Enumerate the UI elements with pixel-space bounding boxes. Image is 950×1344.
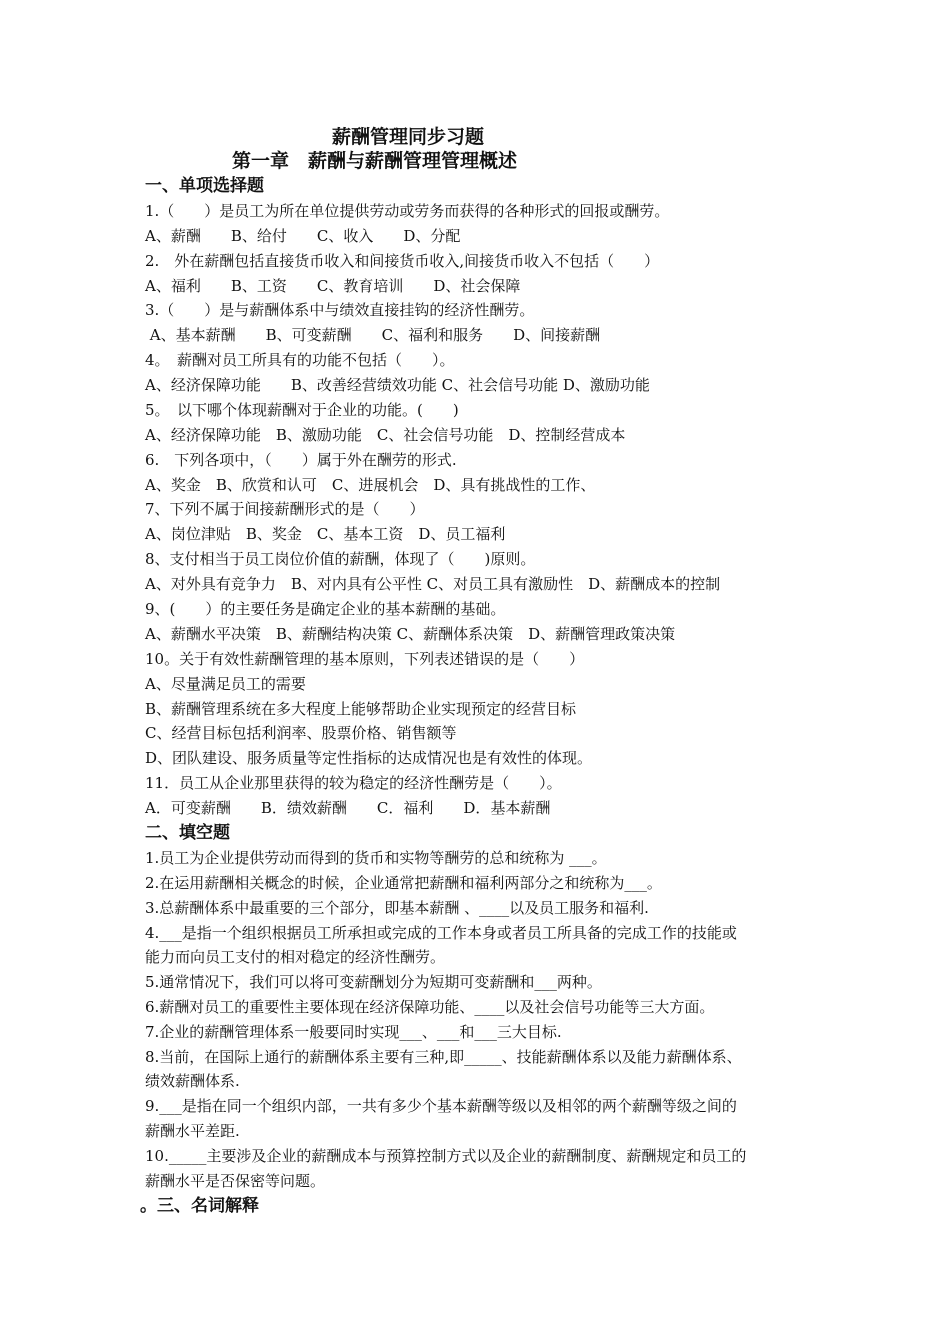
chapter-title: 第一章 薪酬与薪酬管理管理概述 (232, 150, 518, 172)
question-line: 7、下列不属于间接薪酬形式的是（ ） (145, 500, 425, 518)
question-line: 7.企业的薪酬管理体系一般要同时实现___、___和___三大目标. (145, 1023, 562, 1041)
option-line: D、团队建设、服务质量等定性指标的达成情况也是有效性的体现。 (145, 749, 593, 767)
question-line: 8.当前，在国际上通行的薪酬体系主要有三种,即_____、技能薪酬体系以及能力薪酬体系、 (145, 1048, 742, 1066)
question-line: 10._____主要涉及企业的薪酬成本与预算控制方式以及企业的薪酬制度、薪酬规定和员工的 (145, 1147, 747, 1165)
section-heading-terms: 。三、名词解释 (140, 1196, 259, 1216)
option-line: A、尽量满足员工的需要 (145, 675, 306, 693)
question-line: 5。 以下哪个体现薪酬对于企业的功能。( ) (145, 401, 459, 419)
option-line: A．可变薪酬 B．绩效薪酬 C．福利 D．基本薪酬 (145, 799, 551, 817)
question-line: 11．员工从企业那里获得的较为稳定的经济性酬劳是（ ）。 (145, 774, 562, 792)
question-line: 薪酬水平差距. (145, 1122, 240, 1140)
question-line: 3.总薪酬体系中最重要的三个部分，即基本薪酬 、____以及员工服务和福利. (145, 899, 649, 917)
option-line: A、福利 B、工资 C、教育培训 D、社会保障 (145, 277, 521, 295)
option-line: A、薪酬 B、给付 C、收入 D、分配 (145, 227, 461, 245)
question-line: 3.（ ）是与薪酬体系中与绩效直接挂钩的经济性酬劳。 (145, 301, 535, 319)
question-line: 能力而向员工支付的相对稳定的经济性酬劳。 (145, 948, 446, 966)
option-line: A、对外具有竞争力 B、对内具有公平性 C、对员工具有激励性 D、薪酬成本的控制 (145, 575, 721, 593)
question-line: 1.员工为企业提供劳动而得到的货币和实物等酬劳的总和统称为 ___。 (145, 849, 607, 867)
question-line: 4。 薪酬对员工所具有的功能不包括（ ）。 (145, 351, 455, 369)
question-line: 9.___是指在同一个组织内部，一共有多少个基本薪酬等级以及相邻的两个薪酬等级之间的 (145, 1097, 737, 1115)
option-line: B、薪酬管理系统在多大程度上能够帮助企业实现预定的经营目标 (145, 700, 577, 718)
option-line: A、基本薪酬 B、可变薪酬 C、福利和服务 D、间接薪酬 (145, 326, 601, 344)
question-line: 绩效薪酬体系. (145, 1072, 240, 1090)
document-title: 薪酬管理同步习题 (332, 126, 485, 148)
section-heading-single-choice: 一、单项选择题 (145, 176, 264, 196)
question-line: 9、( ）的主要任务是确定企业的基本薪酬的基础。 (145, 600, 506, 618)
question-line: 5.通常情况下，我们可以将可变薪酬划分为短期可变薪酬和___两种。 (145, 973, 602, 991)
option-line: A、经济保障功能 B、激励功能 C、社会信号功能 D、控制经营成本 (145, 426, 626, 444)
question-line: 4.___是指一个组织根据员工所承担或完成的工作本身或者员工所具备的完成工作的技能或 (145, 924, 737, 942)
question-line: 2.在运用薪酬相关概念的时候，企业通常把薪酬和福利两部分之和统称为___。 (145, 874, 662, 892)
option-line: C、经营目标包括利润率、股票价格、销售额等 (145, 724, 457, 742)
question-line: 10。关于有效性薪酬管理的基本原则，下列表述错误的是（ ） (145, 650, 585, 668)
option-line: A、岗位津贴 B、奖金 C、基本工资 D、员工福利 (145, 525, 506, 543)
question-line: 8、支付相当于员工岗位价值的薪酬，体现了（ )原则。 (145, 550, 536, 568)
question-line: 2. 外在薪酬包括直接货币收入和间接货币收入,间接货币收入不包括（ ） (145, 252, 660, 270)
option-line: A、经济保障功能 B、改善经营绩效功能 C、社会信号功能 D、激励功能 (145, 376, 650, 394)
question-line: 1.（ ）是员工为所在单位提供劳动或劳务而获得的各种形式的回报或酬劳。 (145, 202, 670, 220)
question-line: 6. 下列各项中，（ ）属于外在酬劳的形式. (145, 451, 457, 469)
section-heading-fill-blank: 二、填空题 (145, 823, 230, 843)
option-line: A、奖金 B、欣赏和认可 C、进展机会 D、具有挑战性的工作、 (145, 476, 596, 494)
question-line: 薪酬水平是否保密等问题。 (145, 1172, 326, 1190)
question-line: 6.薪酬对员工的重要性主要体现在经济保障功能、____以及社会信号功能等三大方面。 (145, 998, 715, 1016)
option-line: A、薪酬水平决策 B、薪酬结构决策 C、薪酬体系决策 D、薪酬管理政策决策 (145, 625, 676, 643)
